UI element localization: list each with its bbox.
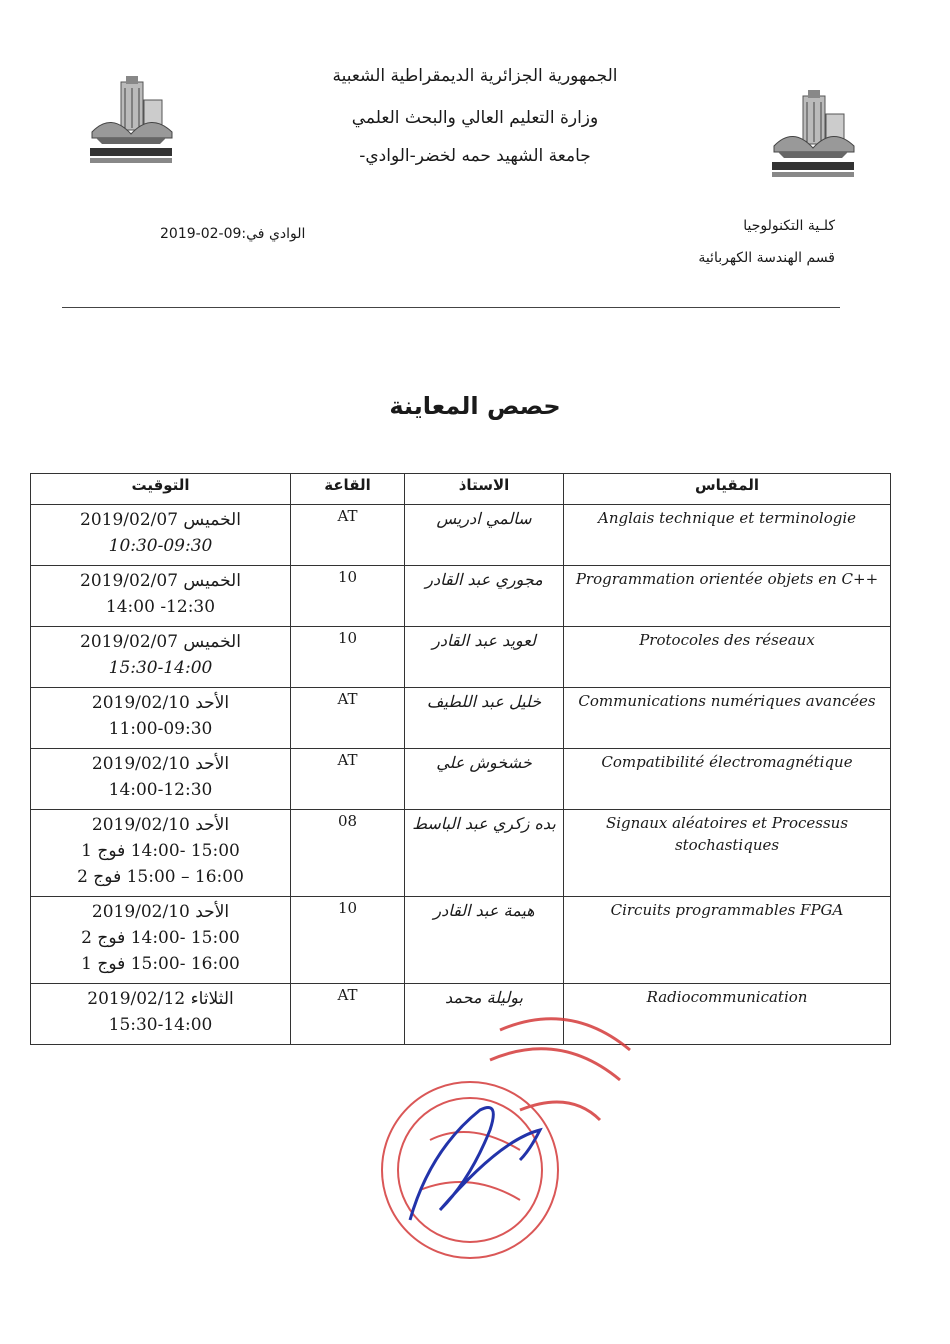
cell-room: 10 — [291, 897, 405, 984]
header-time: التوقيت — [31, 474, 291, 505]
table-row — [31, 810, 891, 897]
time-slot-line: 16:00 – 15:00 فوج 2 — [77, 867, 244, 887]
cell-module: Communications numériques avancées — [564, 688, 891, 749]
time-date-line: الأحد 2019/02/10 — [91, 693, 230, 713]
cell-time — [31, 688, 291, 749]
cell-time — [31, 984, 291, 1045]
time-slot-line: 15:00 -14:00 فوج 1 — [81, 841, 240, 861]
cell-room: 10 — [291, 627, 405, 688]
header-republic: الجمهورية الجزائرية الديمقراطية الشعبية — [332, 66, 618, 86]
university-logo-left — [86, 72, 176, 177]
document-date: الوادي في:09-02-2019 — [160, 226, 306, 242]
header-module: المقياس — [564, 474, 891, 505]
cell-module: Radiocommunication — [564, 984, 891, 1045]
time-slot-line: 15:30-14:00 — [108, 1015, 213, 1035]
table-row — [31, 688, 891, 749]
cell-room: AT — [291, 749, 405, 810]
time-slot-line: 15:30-14:00 — [108, 658, 213, 678]
cell-module: Programmation orientée objets en C++ — [564, 566, 891, 627]
cell-room: 08 — [291, 810, 405, 897]
time-slot-line: 15:00 -14:00 فوج 2 — [81, 928, 240, 948]
university-logo-right — [768, 86, 858, 191]
time-date-line: الأحد 2019/02/10 — [91, 902, 230, 922]
time-slot-line: 16:00 -15:00 فوج 1 — [81, 954, 240, 974]
cell-professor: لعويد عبد القادر — [405, 627, 564, 688]
cell-module: Signaux aléatoires et Processus stochastiques — [564, 810, 891, 897]
table-row — [31, 505, 891, 566]
cell-time — [31, 749, 291, 810]
cell-room: AT — [291, 688, 405, 749]
cell-professor: بده زكري عبد الباسط — [405, 810, 564, 897]
table-row — [31, 749, 891, 810]
cell-room: AT — [291, 984, 405, 1045]
table-row — [31, 566, 891, 627]
page-title: حصص المعاينة — [389, 392, 561, 420]
table-header-row — [31, 474, 891, 505]
cell-module: Anglais technique et terminologie — [564, 505, 891, 566]
time-slot-line: 10:30-09:30 — [108, 536, 213, 556]
cell-module: Protocoles des réseaux — [564, 627, 891, 688]
cell-time — [31, 810, 291, 897]
cell-professor: خليل عبد اللطيف — [405, 688, 564, 749]
cell-professor: هيمة عبد القادر — [405, 897, 564, 984]
cell-module: Circuits programmables FPGA — [564, 897, 891, 984]
cell-time — [31, 897, 291, 984]
cell-time — [31, 627, 291, 688]
header-ministry: وزارة التعليم العالي والبحث العلمي — [351, 108, 599, 128]
time-date-line: الخميس 2019/02/07 — [80, 632, 241, 652]
header-professor: الاستاذ — [405, 474, 564, 505]
cell-professor: خشخوش علي — [405, 749, 564, 810]
table-row — [31, 897, 891, 984]
time-slot-line: 14:00 -12:30 — [105, 597, 216, 617]
cell-professor: بوليلة محمد — [405, 984, 564, 1045]
time-date-line: الثلاثاء 2019/02/12 — [87, 989, 234, 1009]
cell-time — [31, 505, 291, 566]
cell-professor: مجوري عبد القادر — [405, 566, 564, 627]
faculty-name: كلـية التكنولوجيا — [743, 218, 835, 234]
table-row — [31, 627, 891, 688]
time-date-line: الأحد 2019/02/10 — [91, 754, 230, 774]
cell-room: AT — [291, 505, 405, 566]
cell-room: 10 — [291, 566, 405, 627]
time-slot-line: 11:00-09:30 — [108, 719, 213, 739]
department-stamp-signature — [370, 990, 650, 1260]
time-slot-line: 14:00-12:30 — [108, 780, 213, 800]
time-date-line: الأحد 2019/02/10 — [91, 815, 230, 835]
header-room: القاعة — [291, 474, 405, 505]
exam-review-schedule-table — [30, 473, 891, 1045]
cell-professor: سالمي ادريس — [405, 505, 564, 566]
department-name: قسم الهندسة الكهربائية — [698, 250, 835, 266]
cell-module: Compatibilité électromagnétique — [564, 749, 891, 810]
header-university: جامعة الشهيد حمه لخضر-الوادي- — [359, 146, 591, 166]
header-divider — [62, 307, 840, 308]
cell-time — [31, 566, 291, 627]
time-date-line: الخميس 2019/02/07 — [80, 571, 241, 591]
time-date-line: الخميس 2019/02/07 — [80, 510, 241, 530]
